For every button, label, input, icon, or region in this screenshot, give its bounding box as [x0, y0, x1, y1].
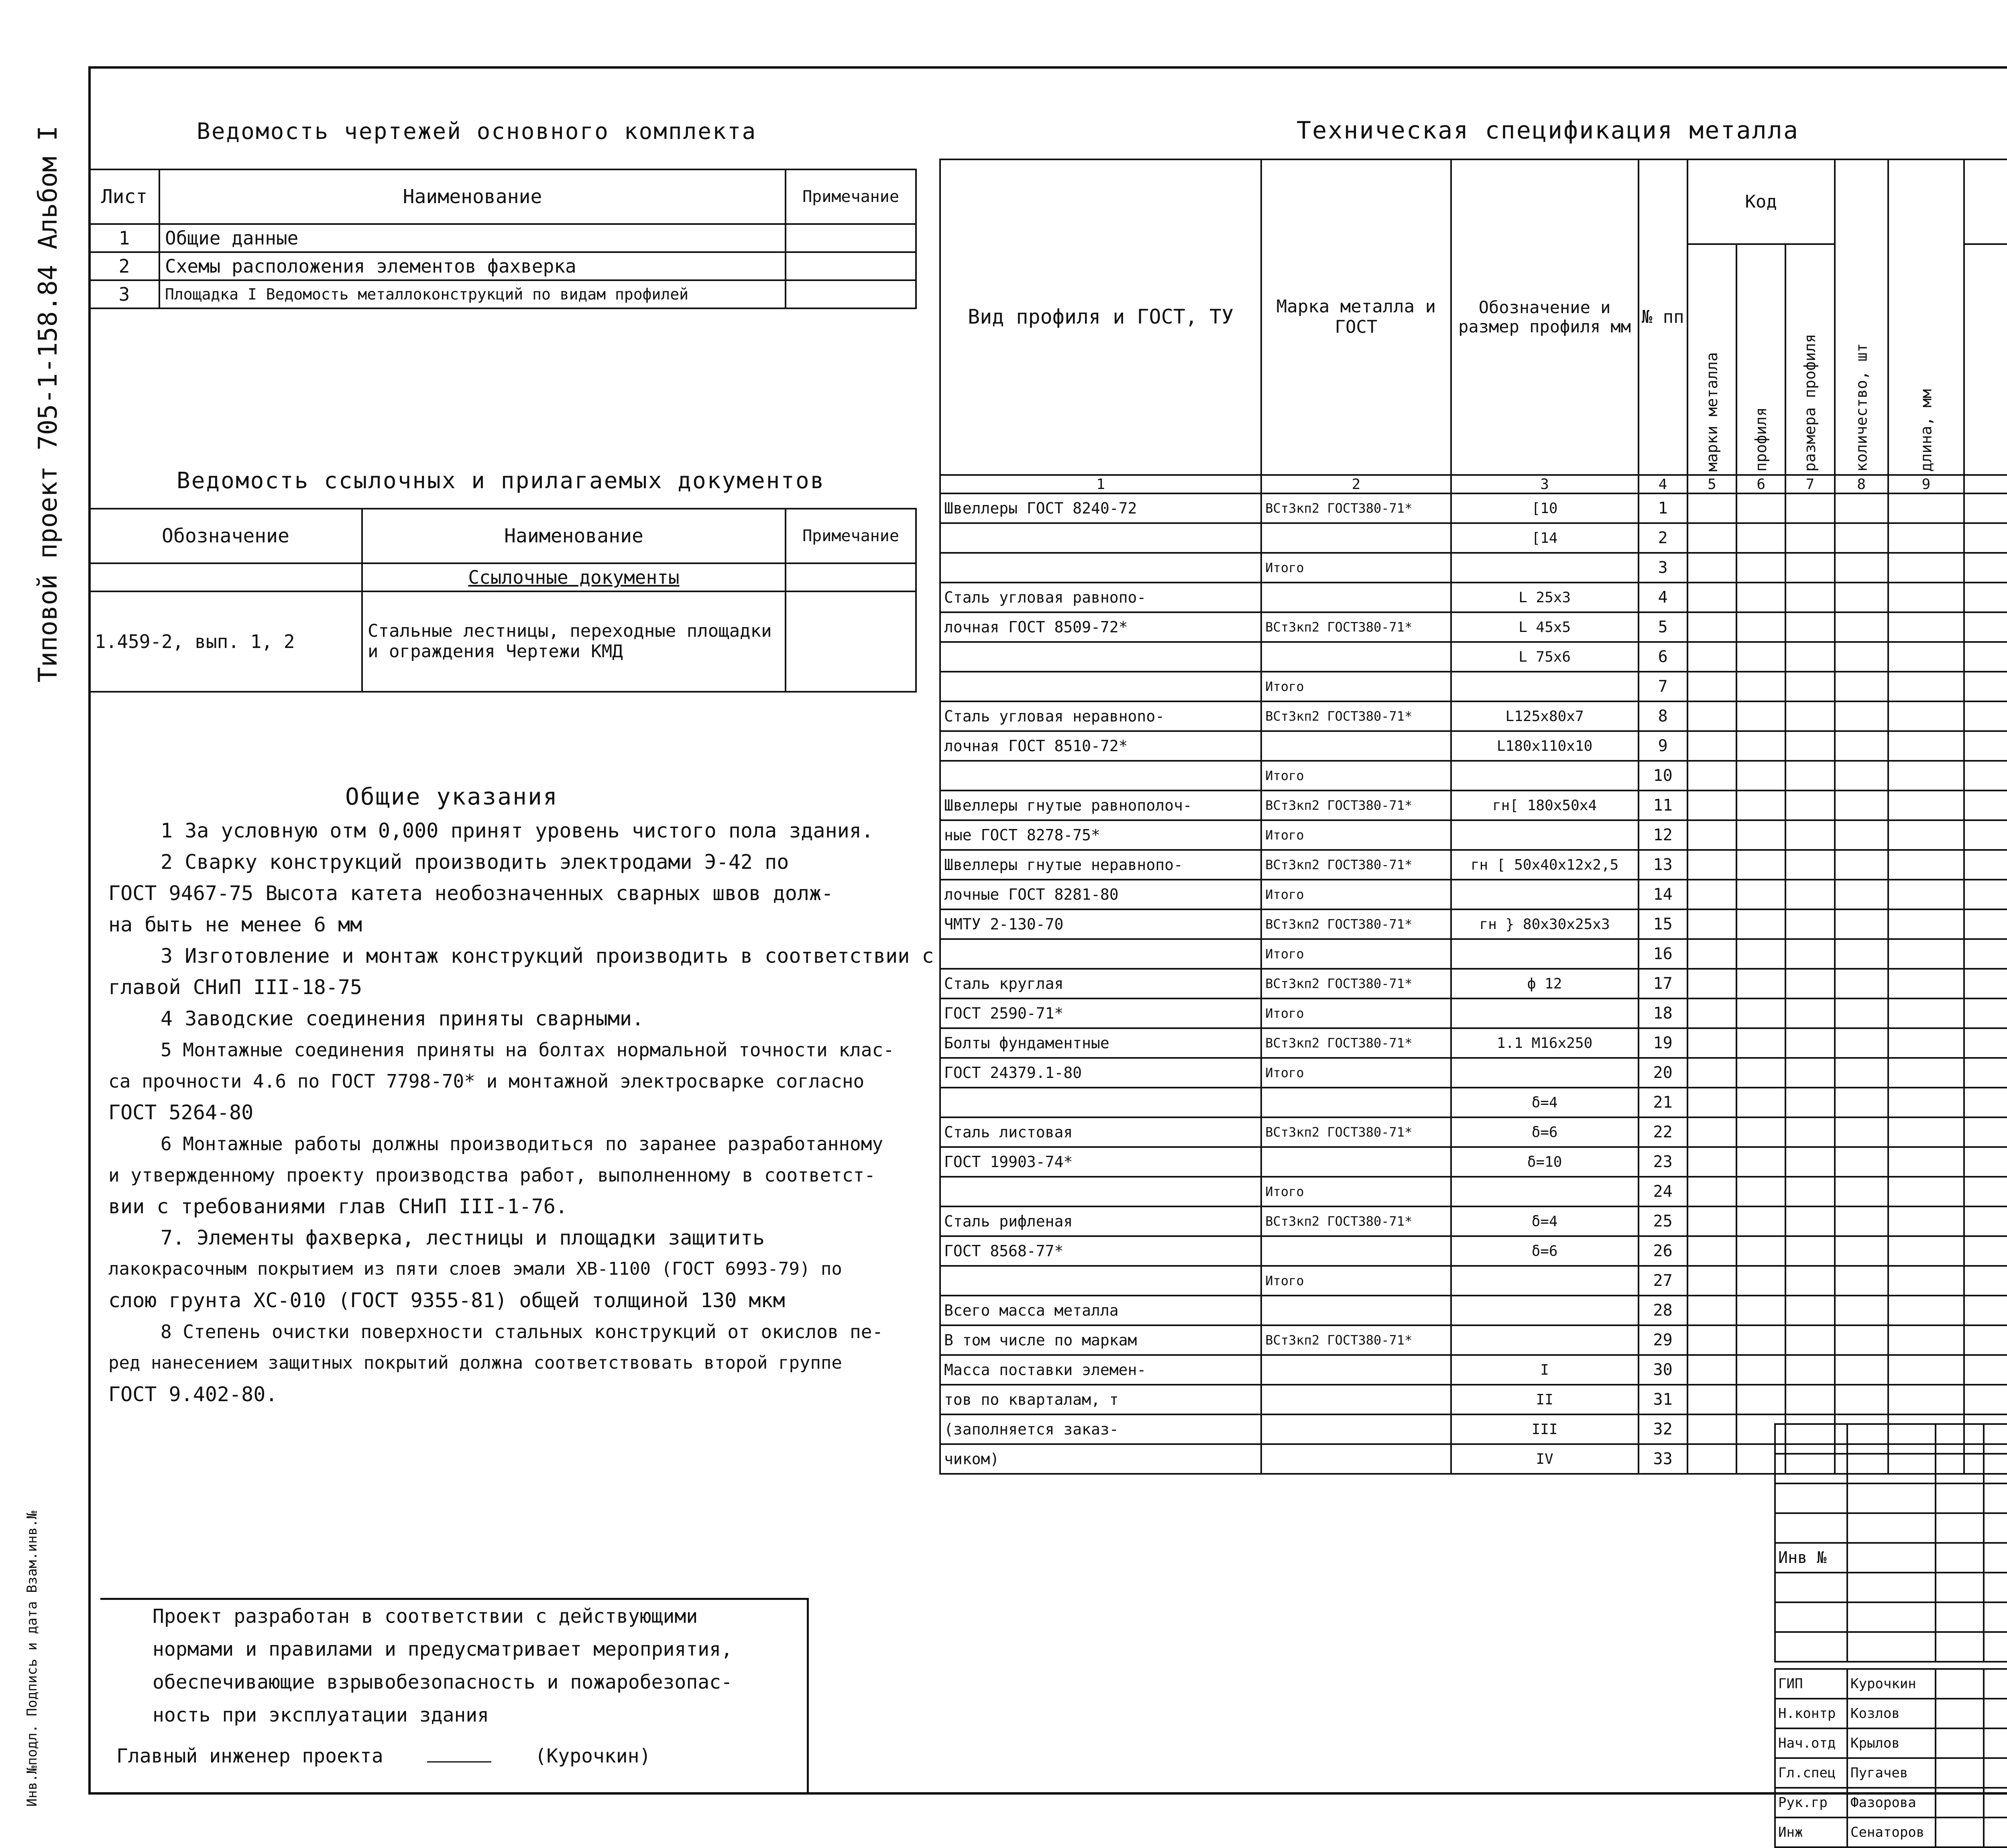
note-line: 7. Элементы фахверка, лестницы и площадки защитить — [161, 1226, 765, 1249]
project-note-box — [100, 1598, 809, 1793]
table-row: 1 Общие данные — [89, 224, 916, 252]
spec-row: Сталь круглая ВСт3кп2 ГОСТ380-71* ф 12 17 — [940, 969, 2007, 998]
th-n7: 7 — [1785, 475, 1834, 493]
th-refnote: Примечание — [786, 509, 916, 563]
spec-row: Итого 3 — [940, 553, 2007, 583]
spec-row: Швеллеры ГОСТ 8240-72 ВСт3кп2 ГОСТ380-71* [10 1 — [940, 493, 2007, 523]
spec-row: В том числе по маркам ВСт3кп2 ГОСТ380-71* 29 — [940, 1325, 2007, 1355]
th-code: Обозначение — [89, 509, 362, 563]
spec-row: чиком) IV 33 — [940, 1444, 2007, 1474]
th-n1: 1 — [940, 475, 1261, 493]
th-code-profile: профиля — [1736, 244, 1785, 475]
project-note-line: ность при эксплуатации здания — [153, 1704, 489, 1726]
spec-row: лочная ГОСТ 8509-72* ВСт3кп2 ГОСТ380-71* L 45x5 5 — [940, 612, 2007, 642]
spec-row: δ=4 21 — [940, 1088, 2007, 1117]
spec-row: тов по кварталам, т II 31 — [940, 1385, 2007, 1414]
note-line: 3 Изготовление и монтаж конструкций производить в соответствии с — [161, 944, 934, 968]
spec-row: (заполняется заказ- III 32 — [940, 1414, 2007, 1444]
project-note-line: нормами и правилами и предусматривает мероприятия, — [153, 1638, 733, 1661]
spec-row: Итого 24 — [940, 1177, 2007, 1206]
spec-row: ГОСТ 24379.1-80 Итого 20 — [940, 1058, 2007, 1088]
spec-row: Болты фундаментные ВСт3кп2 ГОСТ380-71* 1.1 М16x250 19 — [940, 1028, 2007, 1058]
th-n2: 2 — [1261, 475, 1451, 493]
th-n3: 3 — [1451, 475, 1639, 493]
spec-title: Техническая спецификация металла — [1297, 116, 1799, 145]
title-block — [1774, 1423, 2007, 1840]
project-note-line: обеспечивающие взрывобезопасность и пожаробезопас- — [153, 1671, 733, 1693]
th-size: Обозначение и размер профиля мм — [1451, 159, 1639, 475]
project-note-line: Проект разработан в соответствии с действующими — [153, 1605, 698, 1628]
th-n4: 4 — [1639, 475, 1687, 493]
th-profile: Вид профиля и ГОСТ, ТУ — [940, 159, 1261, 475]
signature-scribble — [427, 1761, 491, 1762]
th-name: Наименование — [159, 169, 786, 224]
note-line: слою грунта ХС-010 (ГОСТ 9355-81) общей толщиной 130 мкм — [108, 1289, 785, 1312]
spec-row: ные ГОСТ 8278-75* Итого 12 — [940, 820, 2007, 850]
signature-label: Главный инженер проекта — [116, 1745, 383, 1767]
th-code-group: Код — [1687, 159, 1835, 244]
spec-row: Всего масса металла 28 — [940, 1296, 2007, 1325]
spec-row: Масса поставки элемен- I 30 — [940, 1355, 2007, 1385]
th-n9: 9 — [1888, 475, 1964, 493]
refs-list-title: Ведомость ссылочных и прилагаемых документов — [177, 468, 825, 494]
side-stamp: Инв.№подл. Подпись и дата Взам.инв.№ — [24, 1511, 40, 1807]
spec-row: Швеллеры гнутые равнополоч- ВСт3кп2 ГОСТ380-71* гн[ 180x50x4 11 — [940, 791, 2007, 820]
drawings-list-table — [88, 169, 917, 309]
note-line: 8 Степень очистки поверхности стальных конструкций от окислов пе- — [161, 1321, 883, 1343]
spec-row: Сталь угловая равнопо- L 25x3 4 — [940, 583, 2007, 612]
spec-row: Сталь листовая ВСт3кп2 ГОСТ380-71* δ=6 22 — [940, 1117, 2007, 1147]
th-qty: количество, шт — [1835, 159, 1888, 475]
note-line: 6 Монтажные работы должны производиться по заранее разработанному — [161, 1133, 883, 1155]
spec-row: Итого 7 — [940, 672, 2007, 701]
th-mass-fachwerk — [1964, 244, 2007, 475]
th-code-size: размера профиля — [1785, 244, 1834, 475]
th-refname: Наименование — [362, 509, 786, 563]
th-n6: 6 — [1736, 475, 1785, 493]
note-line: 4 Заводские соединения приняты сварными. — [161, 1007, 644, 1030]
title-block-top — [1774, 1423, 2007, 1663]
table-row: 2 Схемы расположения элементов фахверка — [89, 252, 916, 280]
spec-row: Итого 10 — [940, 761, 2007, 791]
th-element-code — [1964, 475, 2007, 493]
inv-label: Инв № — [1775, 1543, 1847, 1573]
spec-row: лочная ГОСТ 8510-72* L180x110x10 9 — [940, 731, 2007, 761]
drawings-list-title: Ведомость чертежей основного комплекта — [197, 118, 757, 145]
side-title: Типовой проект 705-1-158.84 Альбом I — [33, 125, 63, 683]
general-notes-title: Общие указания — [345, 783, 558, 810]
th-note: Примечание — [786, 169, 916, 224]
spec-row: ГОСТ 8568-77* δ=6 26 — [940, 1236, 2007, 1266]
spec-row: Итого 16 — [940, 939, 2007, 969]
spec-row: ГОСТ 19903-74* δ=10 23 — [940, 1147, 2007, 1177]
note-line: 2 Сварку конструкций производить электродами Э-42 по — [161, 850, 789, 874]
th-length: длина, мм — [1888, 159, 1964, 475]
th-mass-group — [1964, 159, 2007, 244]
note-line: са прочности 4.6 по ГОСТ 7798-70* и монтажной электросварке согласно — [108, 1070, 865, 1092]
note-line: 1 За условную отм 0,000 принят уровень чистого пола здания. — [161, 819, 874, 842]
note-line: ГОСТ 9467-75 Высота катета необозначенных сварных швов долж- — [108, 882, 834, 905]
th-n5: 5 — [1687, 475, 1736, 493]
spec-row: ЧМТУ 2-130-70 ВСт3кп2 ГОСТ380-71* гн } 80x30x25x3 15 — [940, 909, 2007, 939]
spec-row: Итого 27 — [940, 1266, 2007, 1296]
note-line: ГОСТ 9.402-80. — [108, 1383, 278, 1406]
spec-row: Сталь рифленая ВСт3кп2 ГОСТ380-71* δ=4 25 — [940, 1206, 2007, 1236]
spec-row: L 75x6 6 — [940, 642, 2007, 672]
spec-row: ГОСТ 2590-71* Итого 18 — [940, 998, 2007, 1028]
spec-row: [14 2 — [940, 523, 2007, 553]
table-row: 3 Площадка I Ведомость металлоконструкций по видам профилей — [89, 280, 916, 308]
note-line: и утвержденному проекту производства работ, выполненному в соответст- — [108, 1164, 875, 1186]
spec-row: Швеллеры гнутые неравнопо- ВСт3кп2 ГОСТ380-71* гн [ 50x40x12x2,5 13 — [940, 850, 2007, 880]
refs-list-table — [88, 508, 917, 693]
spec-row: лочные ГОСТ 8281-80 Итого 14 — [940, 880, 2007, 909]
note-line: ред нанесением защитных покрытий должна соответствовать второй группе — [108, 1353, 842, 1373]
general-notes — [108, 815, 934, 1410]
note-line: ГОСТ 5264-80 — [108, 1101, 254, 1124]
th-sheet: Лист — [89, 169, 159, 224]
note-line: лакокрасочным покрытием из пяти слоев эмали ХВ-1100 (ГОСТ 6993-79) по — [108, 1259, 842, 1279]
th-num: № пп — [1639, 159, 1687, 475]
note-line: на быть не менее 6 мм — [108, 913, 362, 936]
refs-subheader: Ссылочные документы — [362, 563, 786, 591]
spec-table — [939, 159, 2007, 1475]
spec-row: Сталь угловая неравноno- ВСт3кп2 ГОСТ380-71* L125x80x7 8 — [940, 701, 2007, 731]
signature-name: (Курочкин) — [535, 1745, 651, 1767]
title-block-bottom: ГИП Курочкин Н.контр Козлов Нач.отд Крылов Гл.спец Пугачев Рук.гр Фазорова Инж Сенаторов — [1774, 1668, 2007, 1848]
th-grade: Марка металла и ГОСТ — [1261, 159, 1451, 475]
note-line: вии с требованиями глав СНиП III-1-76. — [108, 1195, 568, 1218]
table-row: 1.459-2, вып. 1, 2 Стальные лестницы, переходные площадки и ограждения Чертежи КМД — [89, 591, 916, 692]
note-line: 5 Монтажные соединения приняты на болтах нормальной точности клас- — [161, 1039, 894, 1061]
th-n8: 8 — [1835, 475, 1888, 493]
note-line: главой СНиП III-18-75 — [108, 976, 362, 999]
th-code-grade: марки металла — [1687, 244, 1736, 475]
